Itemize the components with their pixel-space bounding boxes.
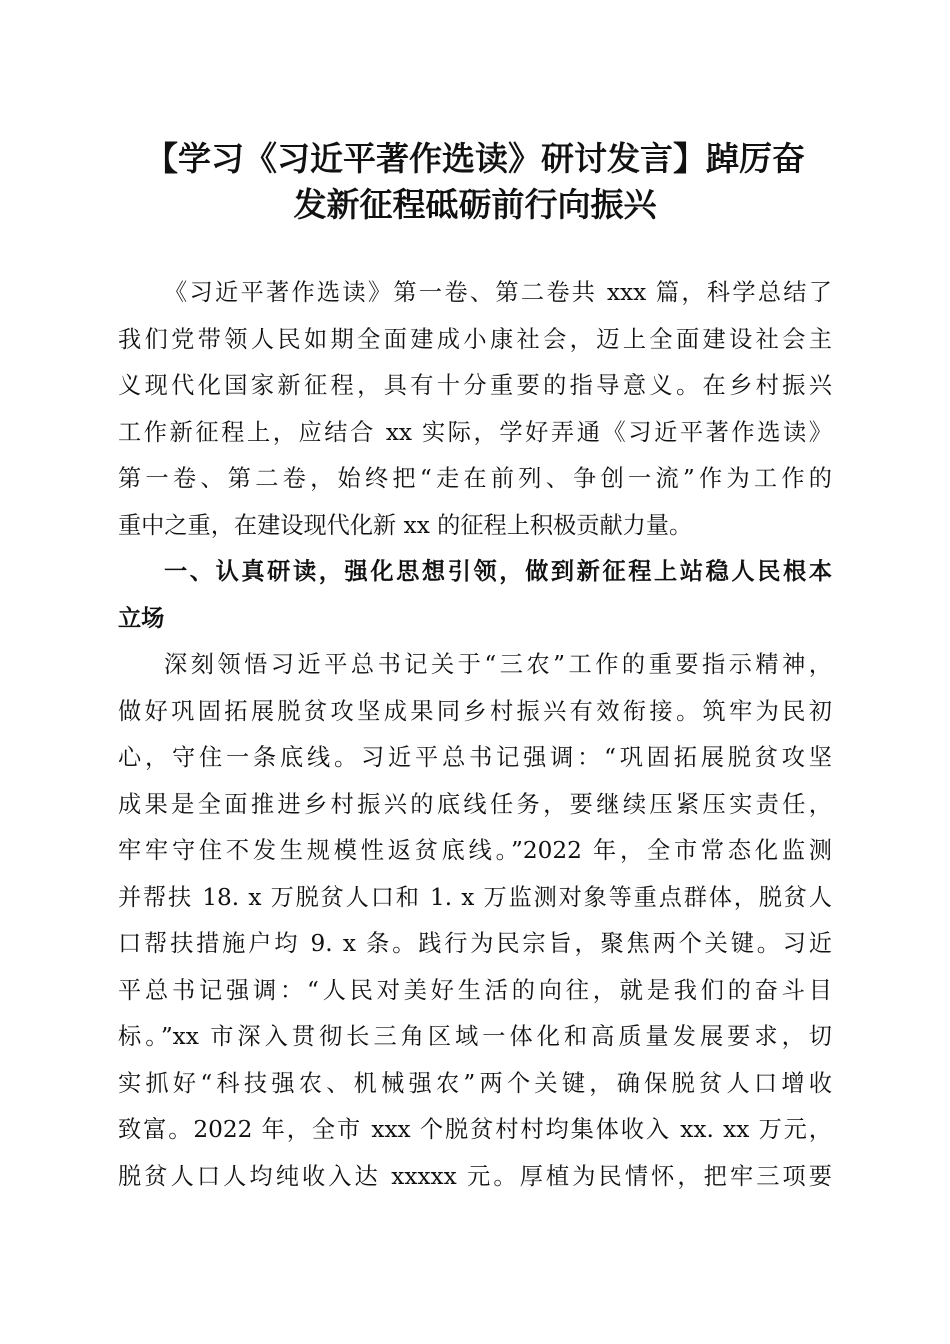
intro-line: 重中之重，在建设现代化新 xx 的征程上积极贡献力量。 (118, 511, 693, 539)
section-1-paragraph (118, 642, 832, 1200)
paragraph-line: 标。”xx 市深入贯彻长三角区域一体化和高质量发展要求，切 (118, 1023, 832, 1050)
heading-line: 一、认真研读，强化思想引领，做到新征程上站稳人民根本 (164, 558, 832, 585)
paragraph-line: 牢牢守住不发生规模性返贫底线。”2022 年，全市常态化监测 (118, 837, 832, 864)
intro-line: 义现代化国家新征程，具有十分重要的指导意义。在乡村振兴 (118, 372, 832, 399)
title-line-1: 【学习《习近平著作选读》研讨发言】踔厉奋 (145, 139, 805, 178)
heading-line: 立场 (118, 604, 165, 632)
paragraph-line: 实抓好“科技强农、机械强农”两个关键，确保脱贫人口增收 (118, 1069, 832, 1097)
paragraph-line: 心，守住一条底线。习近平总书记强调：“巩固拓展脱贫攻坚 (118, 744, 832, 771)
paragraph-line: 平总书记强调：“人民对美好生活的向往，就是我们的奋斗目 (118, 976, 832, 1004)
intro-line: 《习近平著作选读》第一卷、第二卷共 xxx 篇，科学总结了 (164, 279, 832, 306)
document-title (118, 136, 832, 228)
paragraph-line: 做好巩固拓展脱贫攻坚成果同乡村振兴有效衔接。筑牢为民初 (118, 697, 832, 725)
paragraph-line: 脱贫人口人均纯收入达 xxxxx 元。厚植为民情怀，把牢三项要 (118, 1162, 832, 1190)
paragraph-line: 并帮扶 18. x 万脱贫人口和 1. x 万监测对象等重点群体，脱贫人 (118, 883, 832, 911)
intro-line: 工作新征程上，应结合 xx 实际，学好弄通《习近平著作选读》 (118, 418, 832, 446)
intro-line: 第一卷、第二卷，始终把“走在前列、争创一流”作为工作的 (118, 465, 832, 492)
intro-line: 我们党带领人民如期全面建成小康社会，迈上全面建设社会主 (118, 325, 832, 353)
intro-paragraph (118, 270, 832, 549)
document-body (118, 270, 832, 1200)
paragraph-line: 成果是全面推进乡村振兴的底线任务，要继续压紧压实责任， (118, 790, 832, 818)
section-heading-1 (118, 549, 832, 642)
paragraph-line: 深刻领悟习近平总书记关于“三农”工作的重要指示精神， (164, 651, 832, 678)
paragraph-line: 致富。2022 年，全市 xxx 个脱贫村村均集体收入 xx. xx 万元， (118, 1116, 832, 1143)
paragraph-line: 口帮扶措施户均 9. x 条。践行为民宗旨，聚焦两个关键。习近 (118, 930, 832, 957)
title-line-2: 发新征程砥砺前行向振兴 (293, 185, 657, 224)
